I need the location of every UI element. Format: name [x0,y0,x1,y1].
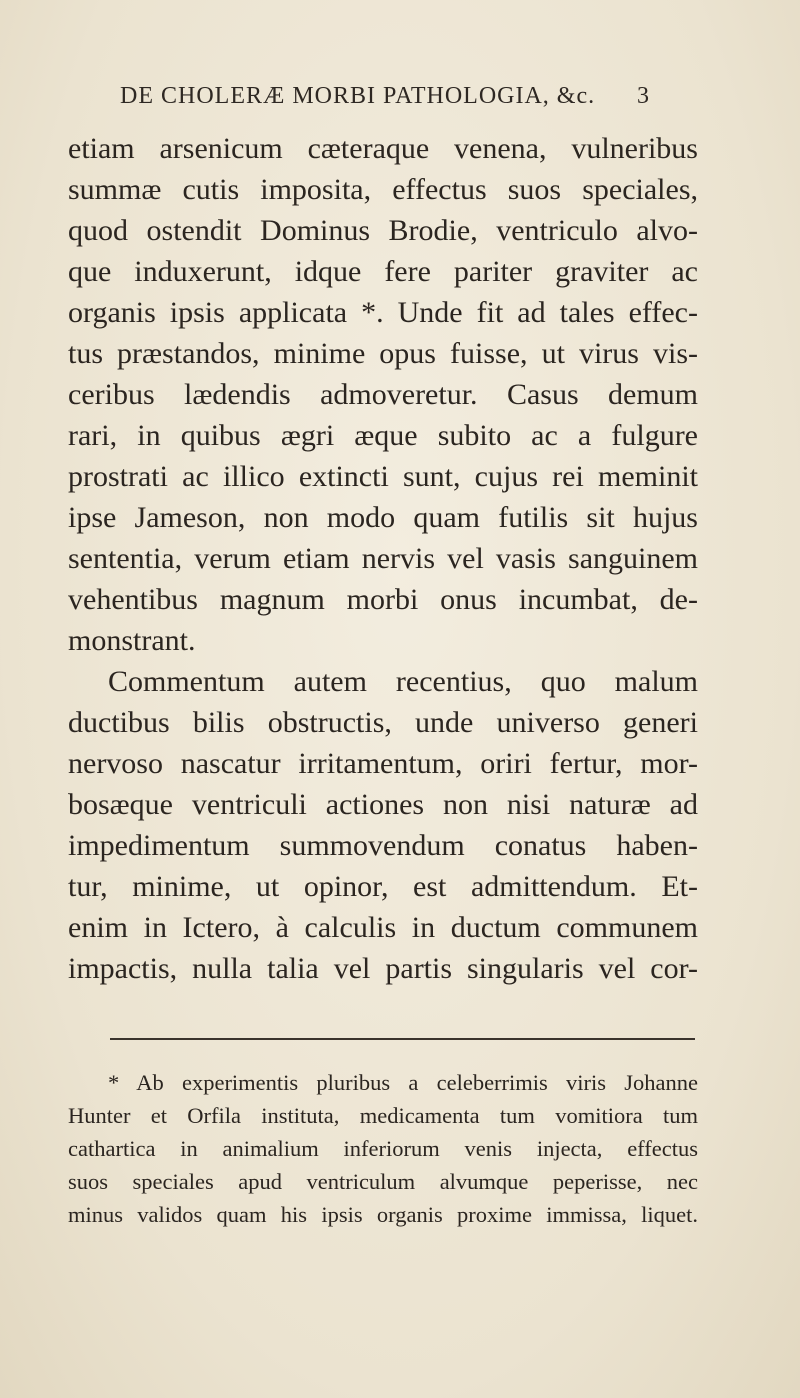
text-line: monstrant. [68,624,196,657]
text-line: impedimentum summovendum conatus haben- [68,829,698,862]
text-line: organis ipsis applicata *. Unde fit ad tales effec- [68,296,698,329]
text-line: sententia, verum etiam nervis vel vasis sanguinem [68,542,698,575]
text-line: vehentibus magnum morbi onus incumbat, de- [68,583,698,616]
text-line: ductibus bilis obstructis, unde universo generi [68,706,698,739]
footnote-line: minus validos quam his ipsis organis proxime immissa, liquet. [68,1202,698,1227]
text-line: tur, minime, ut opinor, est admittendum. Et- [68,870,698,903]
text-line: impactis, nulla talia vel partis singularis vel cor- [68,952,698,985]
text-line: ceribus lædendis admoveretur. Casus demum [68,378,698,411]
footnote-line: cathartica in animalium inferiorum venis injecta, effectus [68,1136,698,1161]
text-line: rari, in quibus ægri æque subito ac a fulgure [68,419,698,452]
text-line: bosæque ventriculi actiones non nisi naturæ ad [68,788,698,821]
text-line: quod ostendit Dominus Brodie, ventriculo alvo- [68,214,698,247]
text-line: etiam arsenicum cæteraque venena, vulneribus [68,132,698,165]
footnote-rule [110,1038,695,1040]
running-title: DE CHOLERÆ MORBI PATHOLOGIA, &c. [120,83,596,109]
text-line: tus præstandos, minime opus fuisse, ut virus vis- [68,337,698,370]
text-line: que induxerunt, idque fere pariter graviter ac [68,255,698,288]
text-line: enim in Ictero, à calculis in ductum communem [68,911,698,944]
running-head [120,83,650,110]
text-line: Commentum autem recentius, quo malum [108,665,698,698]
footnote-line: suos speciales apud ventriculum alvumque peperisse, nec [68,1169,698,1194]
text-line: nervoso nascatur irritamentum, oriri fertur, mor- [68,747,698,780]
text-line: ipse Jameson, non modo quam futilis sit hujus [68,501,698,534]
text-line: prostrati ac illico extincti sunt, cujus rei meminit [68,460,698,493]
main-text [68,128,698,989]
footnote-line: * Ab experimentis pluribus a celeberrimis viris Johanne [108,1070,698,1095]
footnote-line: Hunter et Orfila instituta, medicamenta tum vomitiora tum [68,1103,698,1128]
footnote [68,1066,698,1231]
page-number: 3 [637,83,650,109]
text-line: summæ cutis imposita, effectus suos speciales, [68,173,698,206]
